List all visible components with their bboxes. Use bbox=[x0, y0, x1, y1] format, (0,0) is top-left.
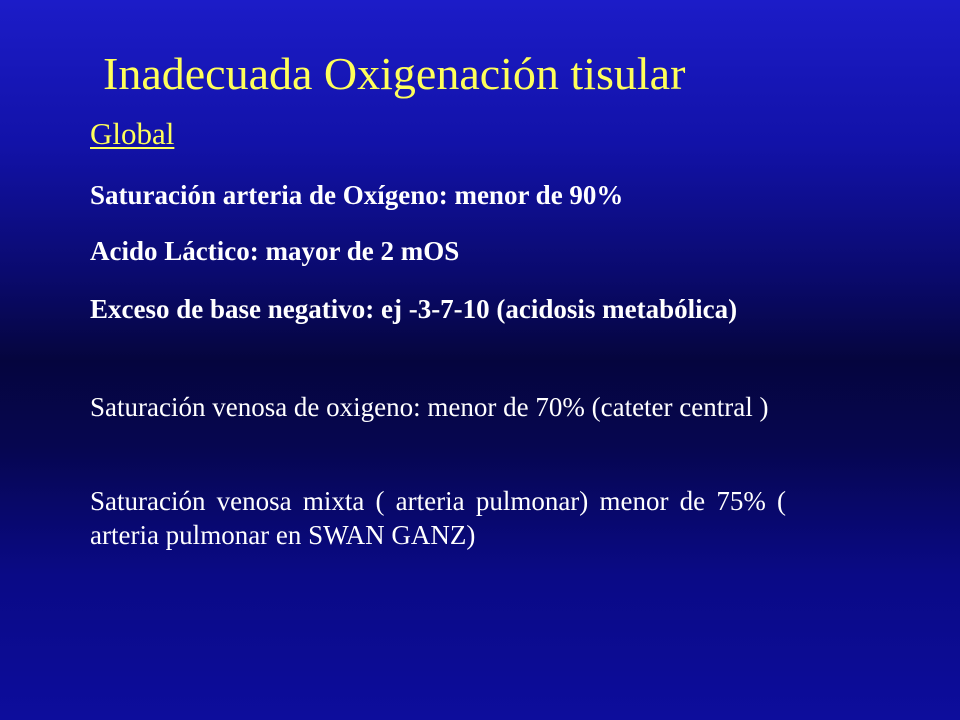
section-heading-global: Global bbox=[90, 116, 175, 151]
text-item-arterial-saturation: Saturación arteria de Oxígeno: menor de 90% bbox=[90, 180, 624, 210]
text-item-mixed-venous-saturation: Saturación venosa mixta ( arteria pulmonar) menor de 75% ( arteria pulmonar en SWAN GANZ) bbox=[90, 486, 786, 550]
text-item-venous-saturation: Saturación venosa de oxigeno: menor de 70% (cateter central ) bbox=[90, 392, 769, 422]
text-item-lactic-acid: Acido Láctico: mayor de 2 mOS bbox=[90, 236, 460, 266]
text-item-base-excess: Exceso de base negativo: ej -3-7-10 (acidosis metabólica) bbox=[90, 294, 738, 324]
slide-title: Inadecuada Oxigenación tisular bbox=[103, 48, 686, 99]
